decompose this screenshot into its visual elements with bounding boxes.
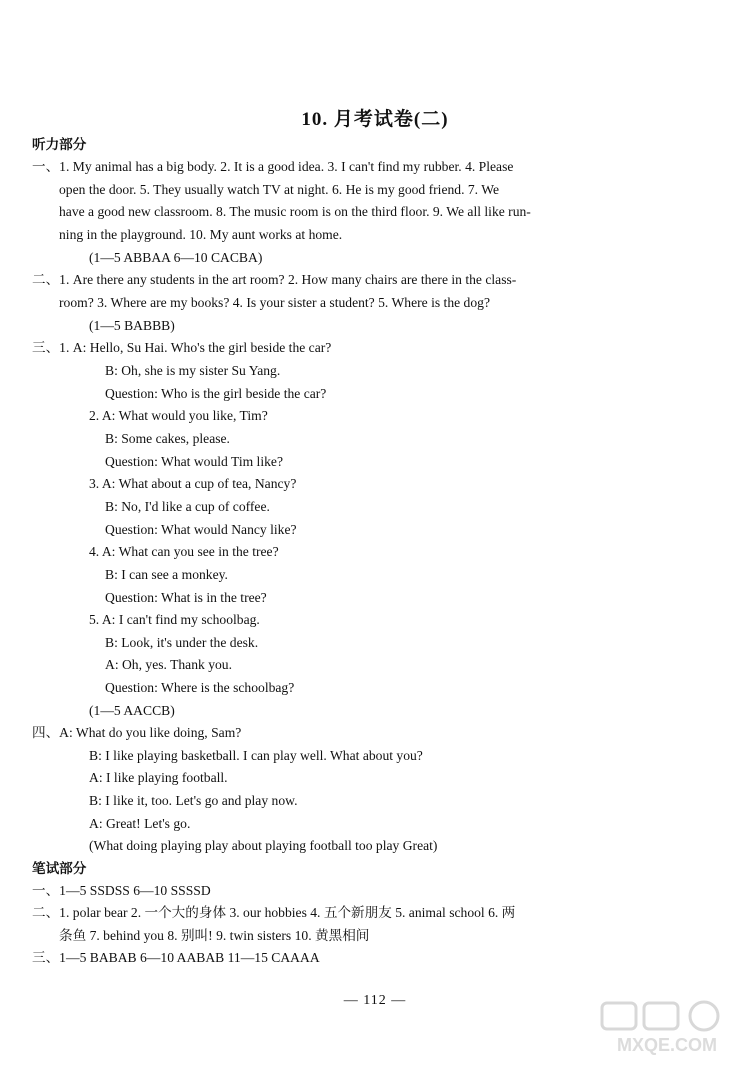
text-line: 3. A: What about a cup of tea, Nancy?	[89, 476, 297, 491]
text-line: B: No, I'd like a cup of coffee.	[105, 499, 270, 514]
text-line: Question: Where is the schoolbag?	[105, 680, 295, 695]
text-line: A: I like playing football.	[89, 770, 228, 785]
answer-key-line: (1—5 AACCB)	[89, 703, 175, 718]
text-line: B: I like it, too. Let's go and play now.	[89, 793, 298, 808]
text-line: 一、1. My animal has a big body. 2. It is a good idea. 3. I can't find my rubber. 4. Please	[32, 159, 514, 174]
answer-key-line: (1—5 BABBB)	[89, 318, 175, 333]
text-line: have a good new classroom. 8. The music room is on the third floor. 9. We all like run-	[59, 204, 531, 219]
text-line: Question: What would Nancy like?	[105, 522, 297, 537]
text-line: 三、1. A: Hello, Su Hai. Who's the girl beside the car?	[32, 340, 332, 355]
text-line: Question: What would Tim like?	[105, 454, 283, 469]
watermark-text: MXQE.COM	[616, 1035, 718, 1055]
site-watermark-logo	[592, 999, 742, 1059]
text-line: ning in the playground. 10. My aunt works at home.	[59, 227, 343, 242]
text-line: Question: Who is the girl beside the car?	[105, 386, 327, 401]
text-line: Question: What is in the tree?	[105, 590, 267, 605]
text-line: 5. A: I can't find my schoolbag.	[89, 612, 260, 627]
text-line: B: Oh, she is my sister Su Yang.	[105, 363, 281, 378]
text-line: A: Oh, yes. Thank you.	[105, 657, 232, 672]
text-line: room? 3. Where are my books? 4. Is your sister a student? 5. Where is the dog?	[59, 295, 490, 310]
text-line: open the door. 5. They usually watch TV at night. 6. He is my good friend. 7. We	[59, 182, 500, 197]
answer-key-line: (What doing playing play about playing football too play Great)	[89, 838, 438, 853]
text-line: B: Look, it's under the desk.	[105, 635, 259, 650]
page-title: 10. 月考试卷(二)	[301, 109, 449, 130]
text-line: 4. A: What can you see in the tree?	[89, 544, 279, 559]
text-line: 四、A: What do you like doing, Sam?	[32, 725, 242, 740]
writing-section-header: 笔试部分	[32, 861, 87, 876]
text-line: 2. A: What would you like, Tim?	[89, 408, 268, 423]
text-line: B: I can see a monkey.	[105, 567, 228, 582]
text-line: B: I like playing basketball. I can play well. What about you?	[89, 748, 423, 763]
text-line: 二、1. Are there any students in the art room? 2. How many chairs are there in the class-	[32, 272, 517, 287]
text-line: A: Great! Let's go.	[89, 816, 191, 831]
answer-key-line: 一、1—5 SSDSS 6—10 SSSSD	[32, 883, 211, 898]
text-line: 条鱼 7. behind you 8. 别叫! 9. twin sisters 10. 黄黑相间	[59, 928, 370, 943]
text-line: B: Some cakes, please.	[105, 431, 230, 446]
answer-key-line: (1—5 ABBAA 6—10 CACBA)	[89, 250, 263, 265]
page-number: — 112 —	[343, 993, 407, 1008]
answer-key-line: 三、1—5 BABAB 6—10 AABAB 11—15 CAAAA	[32, 950, 320, 965]
text-line: 二、1. polar bear 2. 一个大的身体 3. our hobbies 4. 五个新朋友 5. animal school 6. 两	[32, 905, 516, 920]
listening-section-header: 听力部分	[32, 137, 87, 152]
